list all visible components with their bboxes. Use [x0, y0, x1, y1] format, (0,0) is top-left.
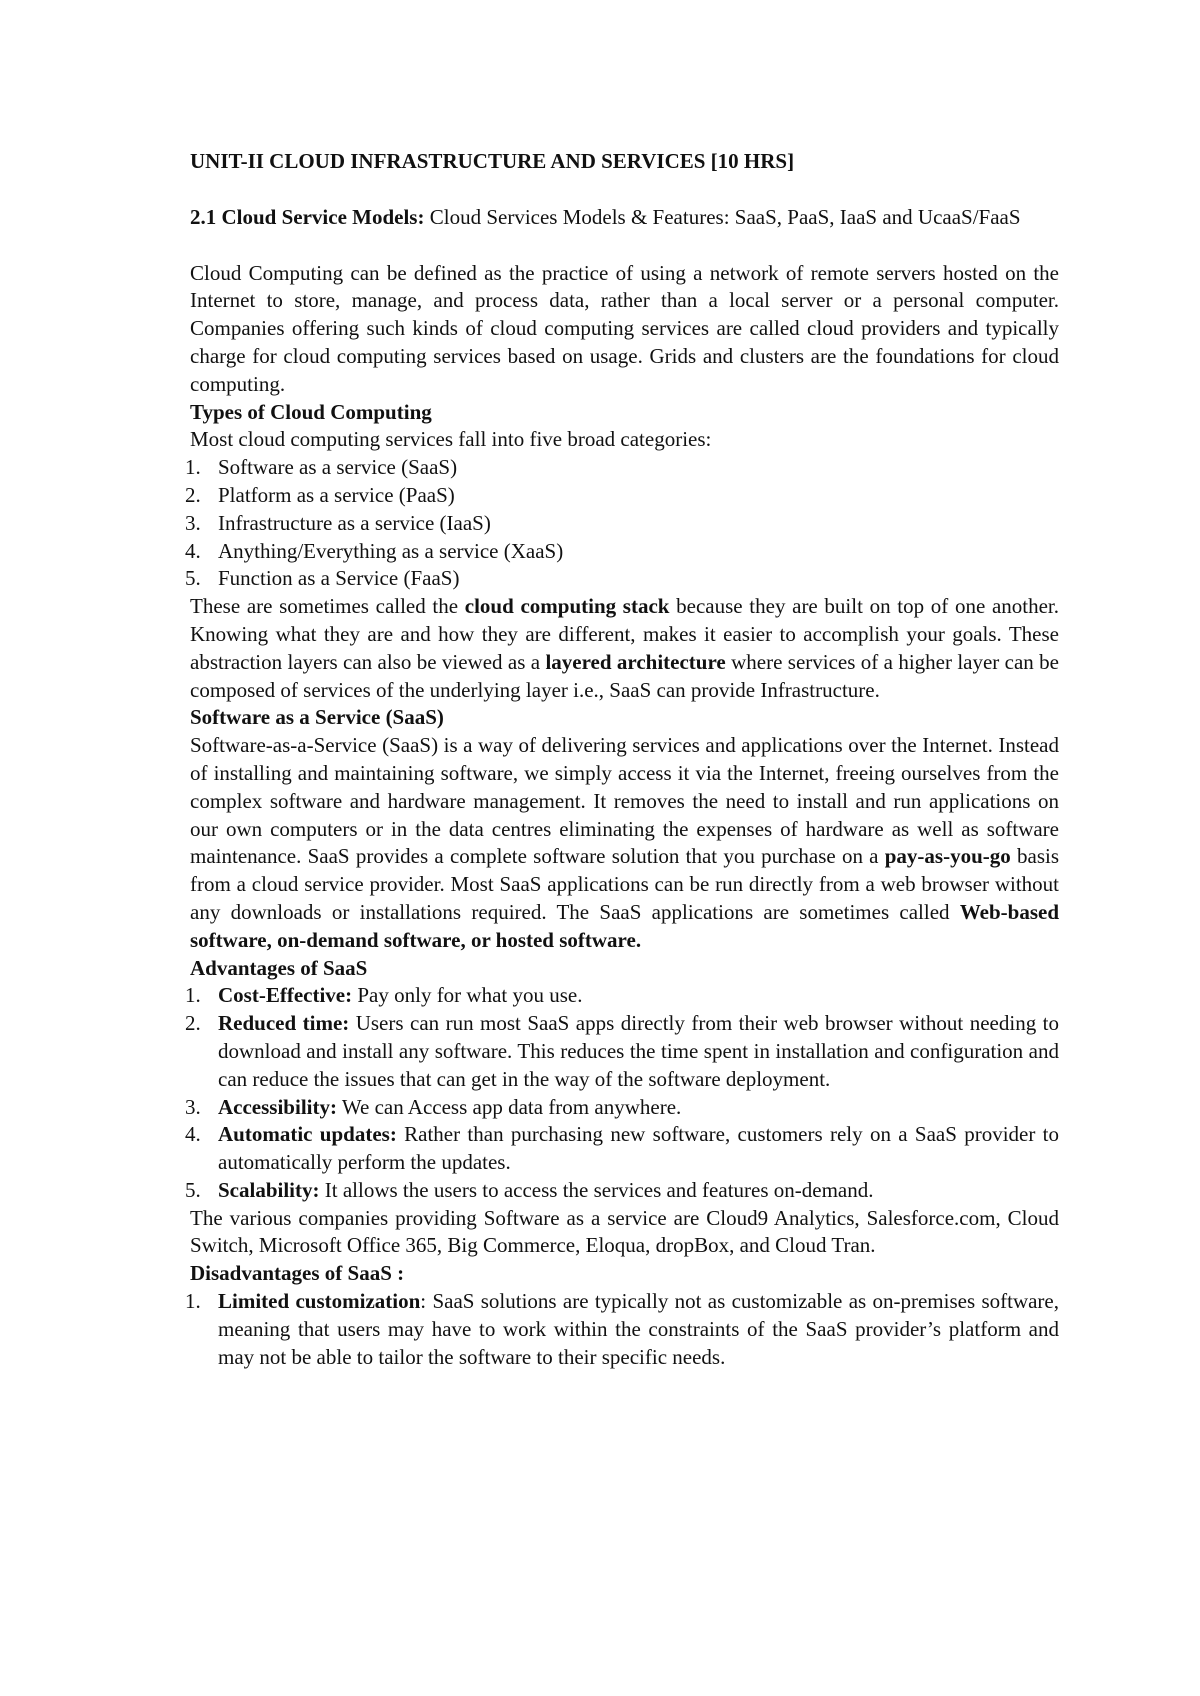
list-label: Reduced time: — [218, 1011, 350, 1036]
companies-paragraph: The various companies providing Software as a service are Cloud9 Analytics, Salesforce.com, Cloud Switch, Microsoft Office 365, Big Commerce, Eloqua, dropBox, and Cloud Tran. — [190, 1205, 1059, 1258]
saas-text-2: basis from a cloud service provider. Most SaaS applications can be run directly from a web browser without any downloads or installations required. The SaaS applications are sometimes called — [190, 844, 1060, 924]
list-label: Automatic updates: — [218, 1122, 397, 1147]
list-item — [185, 1010, 1059, 1093]
stack-text-2: because they are built on top of one another. Knowing what they are and how they are different, makes it easier to accomplish your goals. These abstraction layers can also be viewed as a — [190, 594, 1060, 674]
list-text: Anything/Everything as a service (XaaS) — [218, 538, 564, 563]
disadvantages-list — [185, 1288, 1059, 1371]
saas-bold-2: Web-based software, on-demand software, or hosted software. — [190, 899, 1059, 952]
intro-paragraph: Cloud Computing can be defined as the practice of using a network of remote servers hosted on the Internet to store, manage, and process data, rather than a local server or a personal computer. Companies offering such kinds of cloud computing services are called cloud providers and typically charge for cloud computing services based on usage. Grids and clusters are the foundations for cloud computing. — [190, 260, 1059, 396]
types-list — [185, 454, 1059, 593]
stack-bold-2: layered architecture — [545, 649, 726, 674]
list-item — [185, 1121, 1059, 1177]
disadvantages-heading: Disadvantages of SaaS : — [190, 1261, 405, 1286]
list-item — [185, 1288, 1059, 1371]
list-text: Pay only for what you use. — [352, 983, 583, 1008]
list-number: 3. — [185, 1094, 201, 1119]
stack-text-1: These are sometimes called the — [190, 594, 465, 619]
spacer — [190, 232, 1059, 260]
saas-heading: Software as a Service (SaaS) — [190, 705, 444, 730]
list-number: 3. — [185, 510, 201, 535]
advantages-list — [185, 982, 1059, 1204]
stack-paragraph — [190, 593, 1059, 704]
list-label: Cost-Effective: — [218, 983, 353, 1008]
stack-text-3: where services of a higher layer can be composed of services of the underlying layer i.e., SaaS can provide Infrastructure. — [190, 649, 1059, 702]
list-item — [185, 510, 1059, 538]
saas-paragraph — [190, 732, 1059, 954]
list-number: 2. — [185, 1011, 201, 1036]
list-text: Function as a Service (FaaS) — [218, 566, 460, 591]
list-number: 1. — [185, 983, 201, 1008]
list-item — [185, 982, 1059, 1010]
list-number: 4. — [185, 538, 201, 563]
list-item — [185, 482, 1059, 510]
page-content — [185, 148, 1060, 1371]
types-lead: Most cloud computing services fall into five broad categories: — [190, 427, 712, 452]
list-text: It allows the users to access the services and features on-demand. — [319, 1177, 874, 1202]
list-number: 5. — [185, 566, 201, 591]
list-label: Accessibility: — [218, 1094, 337, 1119]
list-text: Platform as a service (PaaS) — [218, 482, 455, 507]
list-label: Scalability: — [218, 1177, 320, 1202]
saas-text-1: Software-as-a-Service (SaaS) is a way of delivering services and applications over the Internet. Instead of installing and maintaining software, we simply access it via the Internet, freeing ourselves from the complex software and hardware management. It removes the need to install and run applications on our own computers or in the data centres eliminating the expenses of hardware as well as software maintenance. SaaS provides a complete software solution that you purchase on a — [190, 733, 1059, 869]
saas-bold-1: pay-as-you-go — [884, 844, 1011, 869]
list-text: Rather than purchasing new software, customers rely on a SaaS provider to automatically perform the updates. — [218, 1122, 1059, 1175]
list-number: 5. — [185, 1177, 201, 1202]
list-text: Users can run most SaaS apps directly from their web browser without needing to download and install any software. This reduces the time spent in installation and configuration and can reduce the issues that can get in the way of the software deployment. — [218, 1011, 1059, 1091]
list-item — [185, 454, 1059, 482]
list-item — [185, 538, 1059, 566]
list-number: 1. — [185, 455, 201, 480]
stack-bold-1: cloud computing stack — [464, 594, 670, 619]
types-heading: Types of Cloud Computing — [190, 399, 432, 424]
list-text: Infrastructure as a service (IaaS) — [218, 510, 491, 535]
section-2-1-text: Cloud Services Models & Features: SaaS, PaaS, IaaS and UcaaS/FaaS — [424, 204, 1021, 229]
advantages-heading: Advantages of SaaS — [190, 955, 368, 980]
list-text: We can Access app data from anywhere. — [336, 1094, 682, 1119]
list-item — [185, 1177, 1059, 1205]
section-2-1 — [190, 204, 1059, 232]
section-2-1-label: 2.1 Cloud Service Models: — [190, 204, 425, 229]
list-text: : SaaS solutions are typically not as customizable as on-premises software, meaning that users may have to work within the constraints of the SaaS provider’s platform and may not be able to tailor the software to their specific needs. — [218, 1289, 1059, 1369]
list-number: 1. — [185, 1289, 201, 1314]
list-text: Software as a service (SaaS) — [218, 455, 458, 480]
unit-title: UNIT-II CLOUD INFRASTRUCTURE AND SERVICES [10 HRS] — [190, 149, 795, 173]
list-item — [185, 565, 1059, 593]
list-label: Limited customization — [218, 1289, 421, 1314]
list-number: 2. — [185, 482, 201, 507]
list-item — [185, 1094, 1059, 1122]
list-number: 4. — [185, 1122, 201, 1147]
